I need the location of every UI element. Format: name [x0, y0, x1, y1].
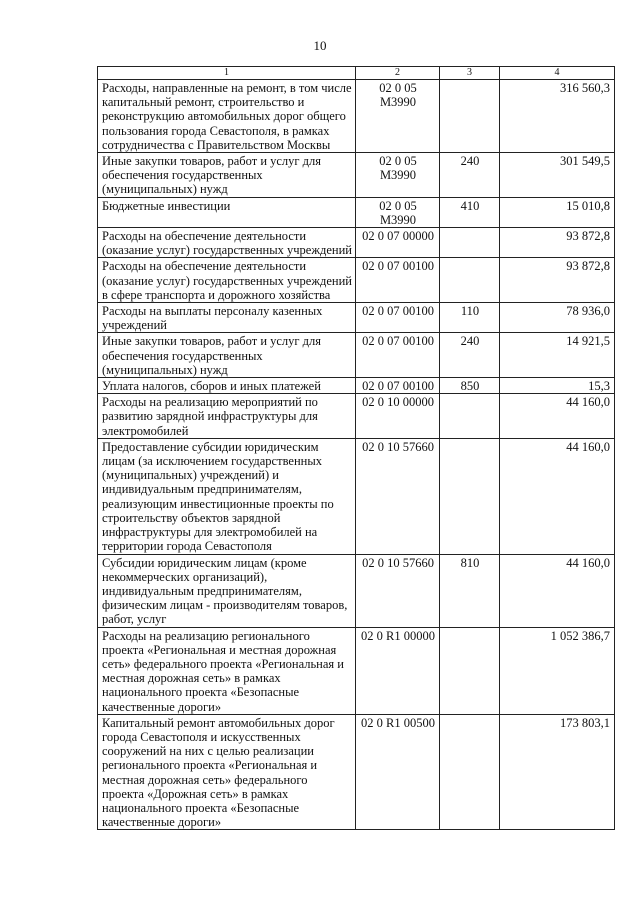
amount-value: 44 160,0	[500, 554, 615, 627]
table-row	[98, 258, 615, 303]
expense-name: Расходы, направленные на ремонт, в том числе капитальный ремонт, строительство и реконструкцию автомобильных дорог общего пользования города Севастополя, в рамках сотрудничества с Правительством Москвы	[98, 80, 356, 153]
target-article-code: 02 0 07 00000	[356, 228, 440, 258]
expense-name: Расходы на реализацию регионального проекта «Региональная и местная дорожная сеть» федерального проекта «Региональная и местная дорожная сеть» в рамках национального проекта «Безопасные качественные дороги»	[98, 627, 356, 714]
amount-value: 93 872,8	[500, 228, 615, 258]
expense-type-code	[440, 714, 500, 830]
expense-type-code	[440, 80, 500, 153]
table-row	[98, 627, 615, 714]
table-row	[98, 394, 615, 439]
budget-table	[97, 66, 615, 830]
target-article-code: 02 0 05 М3990	[356, 153, 440, 198]
expense-type-code: 850	[440, 378, 500, 394]
table-row	[98, 303, 615, 333]
expense-type-code: 240	[440, 153, 500, 198]
expense-name: Уплата налогов, сборов и иных платежей	[98, 378, 356, 394]
amount-value: 44 160,0	[500, 394, 615, 439]
expense-name: Расходы на обеспечение деятельности (оказание услуг) государственных учреждений	[98, 228, 356, 258]
amount-value: 44 160,0	[500, 438, 615, 554]
expense-type-code	[440, 228, 500, 258]
column-number-row	[98, 67, 615, 80]
expense-type-code: 410	[440, 197, 500, 227]
target-article-code: 02 0 R1 00000	[356, 627, 440, 714]
expense-type-code	[440, 627, 500, 714]
expense-name: Расходы на обеспечение деятельности (оказание услуг) государственных учреждений в сфере транспорта и дорожного хозяйства	[98, 258, 356, 303]
column-number-1: 1	[98, 67, 356, 80]
expense-name: Расходы на реализацию мероприятий по развитию зарядной инфраструктуры для электромобилей	[98, 394, 356, 439]
amount-value: 316 560,3	[500, 80, 615, 153]
expense-name: Расходы на выплаты персоналу казенных учреждений	[98, 303, 356, 333]
expense-name: Предоставление субсидии юридическим лицам (за исключением государственных (муниципальных) учреждений) и индивидуальным предпринимателям, реализующим инвестиционные проекты по строительству объектов зарядной инфраструктуры для электромобилей на территории города Севастополя	[98, 438, 356, 554]
expense-name: Иные закупки товаров, работ и услуг для обеспечения государственных (муниципальных) нужд	[98, 153, 356, 198]
table-row	[98, 378, 615, 394]
table-row	[98, 80, 615, 153]
column-number-4: 4	[500, 67, 615, 80]
column-number-3: 3	[440, 67, 500, 80]
amount-value: 93 872,8	[500, 258, 615, 303]
expense-name: Капитальный ремонт автомобильных дорог города Севастополя и искусственных сооружений на них с целью реализации регионального проекта «Региональная и местная дорожная сеть» федерального проекта «Дорожная сеть» в рамках национального проекта «Безопасные качественные дороги»	[98, 714, 356, 830]
table-row	[98, 714, 615, 830]
expense-type-code	[440, 438, 500, 554]
target-article-code: 02 0 07 00100	[356, 303, 440, 333]
expense-type-code	[440, 394, 500, 439]
table-row	[98, 554, 615, 627]
amount-value: 1 052 386,7	[500, 627, 615, 714]
amount-value: 301 549,5	[500, 153, 615, 198]
amount-value: 15,3	[500, 378, 615, 394]
expense-type-code: 110	[440, 303, 500, 333]
target-article-code: 02 0 R1 00500	[356, 714, 440, 830]
target-article-code: 02 0 05 М3990	[356, 197, 440, 227]
table-row	[98, 438, 615, 554]
expense-type-code	[440, 258, 500, 303]
expense-name: Иные закупки товаров, работ и услуг для обеспечения государственных (муниципальных) нужд	[98, 333, 356, 378]
page-number: 10	[313, 38, 327, 53]
target-article-code: 02 0 10 57660	[356, 554, 440, 627]
expense-type-code: 810	[440, 554, 500, 627]
amount-value: 173 803,1	[500, 714, 615, 830]
target-article-code: 02 0 07 00100	[356, 258, 440, 303]
table-row	[98, 333, 615, 378]
target-article-code: 02 0 05 М3990	[356, 80, 440, 153]
table-row	[98, 197, 615, 227]
column-number-2: 2	[356, 67, 440, 80]
target-article-code: 02 0 10 00000	[356, 394, 440, 439]
expense-name: Субсидии юридическим лицам (кроме некоммерческих организаций), индивидуальным предпринимателям, физическим лицам - производителям товаров, работ, услуг	[98, 554, 356, 627]
expense-type-code: 240	[440, 333, 500, 378]
table-row	[98, 228, 615, 258]
expense-name: Бюджетные инвестиции	[98, 197, 356, 227]
amount-value: 78 936,0	[500, 303, 615, 333]
target-article-code: 02 0 07 00100	[356, 378, 440, 394]
table-row	[98, 153, 615, 198]
amount-value: 14 921,5	[500, 333, 615, 378]
target-article-code: 02 0 10 57660	[356, 438, 440, 554]
target-article-code: 02 0 07 00100	[356, 333, 440, 378]
amount-value: 15 010,8	[500, 197, 615, 227]
